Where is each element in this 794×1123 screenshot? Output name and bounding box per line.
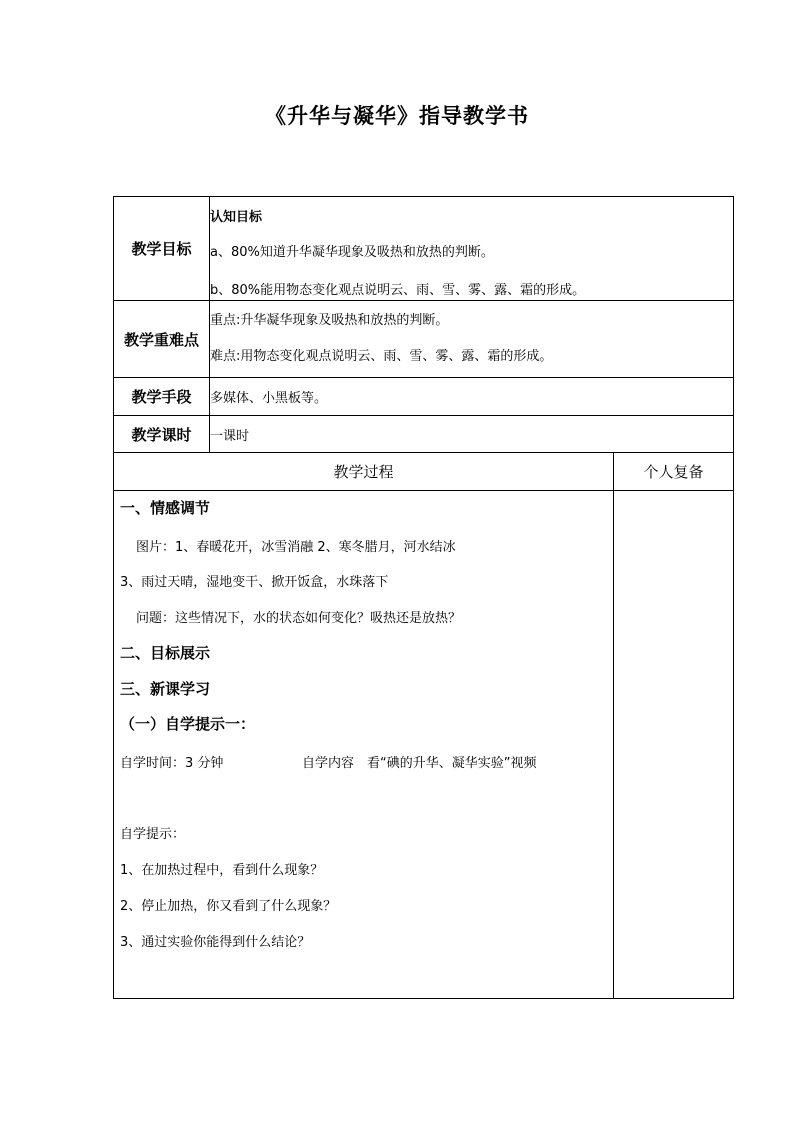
process-header: 教学过程 [114, 453, 614, 491]
personal-notes-cell [614, 491, 734, 999]
goals-row [114, 197, 734, 301]
section-new-lesson: 三、新课学习 [120, 680, 211, 698]
tip-item: 1、在加热过程中，看到什么现象？ [120, 863, 324, 878]
self-study-hint-title: （一）自学提示一： [120, 715, 256, 733]
personal-notes-header: 个人复备 [614, 453, 734, 491]
hours-row [114, 416, 734, 453]
means-row [114, 378, 734, 416]
section-goals-display: 二、目标展示 [120, 644, 211, 662]
lesson-plan-table [113, 196, 734, 999]
key-point-item: 重点:升华凝华现象及吸热和放热的判断。 [210, 313, 449, 328]
pictures-line-2: 3、雨过天晴，湿地变干、掀开饭盒，水珠落下 [120, 575, 389, 590]
means-value: 多媒体、小黑板等。 [210, 378, 734, 416]
goals-content [210, 197, 734, 301]
process-body-row [114, 491, 734, 999]
pictures-line-1: 图片：1、春暖花开，冰雪消融 2、寒冬腊月，河水结冰 [136, 540, 456, 555]
goals-item: b、80%能用物态变化观点说明云、雨、雪、雾、露、霜的形成。 [210, 283, 586, 298]
tip-item: 2、停止加热，你又看到了什么现象？ [120, 899, 337, 914]
key-points-content [210, 301, 734, 378]
goals-item: a、80%知道升华凝华现象及吸热和放热的判断。 [210, 245, 494, 260]
process-content [114, 491, 614, 999]
goals-heading: 认知目标 [210, 210, 263, 225]
key-points-row [114, 301, 734, 378]
key-point-item: 难点:用物态变化观点说明云、雨、雪、雾、露、霜的形成。 [210, 349, 553, 364]
self-study-time: 自学时间：3 分钟 [120, 756, 224, 771]
means-label: 教学手段 [114, 378, 210, 416]
hours-value: 一课时 [210, 416, 734, 453]
process-header-row [114, 453, 734, 491]
tips-title: 自学提示： [120, 827, 186, 842]
goals-label: 教学目标 [114, 197, 210, 301]
section-emotion: 一、情感调节 [120, 499, 211, 517]
page-title: 《升华与凝华》指导教学书 [265, 104, 529, 128]
key-points-label: 教学重难点 [114, 301, 210, 378]
hours-label: 教学课时 [114, 416, 210, 453]
question-line: 问题：这些情况下，水的状态如何变化？吸热还是放热？ [136, 611, 462, 626]
tip-item: 3、通过实验你能得到什么结论？ [120, 935, 311, 950]
self-study-content: 自学内容 看“碘的升华、凝华实验”视频 [302, 756, 537, 771]
